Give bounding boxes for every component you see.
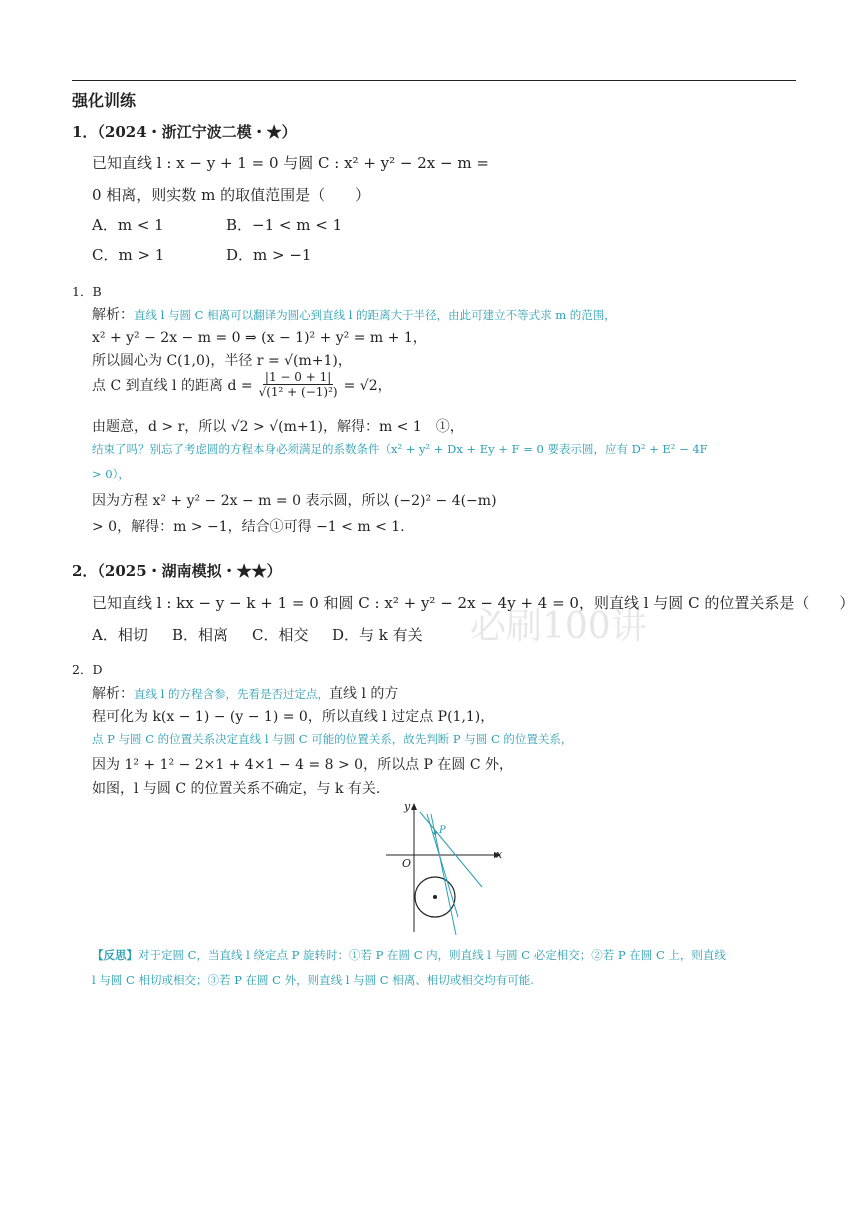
a2-reflect-line1 bbox=[92, 947, 726, 963]
q2-stem: 已知直线 l : kx − y − k + 1 = 0 和圆 C : x² + y² − 2x − 4y + 4 = 0，则直线 l 与圆 C 的位置关系是（ ） bbox=[92, 594, 855, 612]
a2-reflect-text1: 对于定圆 C，当直线 l 绕定点 P 旋转时：①若 P 在圆 C 内，则直线 l 与圆 C 必定相交；②若 P 在圆 C 上，则直线 bbox=[138, 948, 726, 962]
a2-line2: 程可化为 k(x − 1) − (y − 1) = 0，所以直线 l 过定点 P(1,1)， bbox=[92, 709, 495, 725]
circle-center bbox=[433, 895, 437, 899]
a1-analysis bbox=[92, 304, 616, 324]
q1-option-b: B．−1 < m < 1 bbox=[226, 216, 343, 234]
q2-header: 2．（2025・湖南模拟・★★） bbox=[72, 562, 282, 580]
fig-x-label: x bbox=[496, 848, 503, 861]
q1-option-d: D．m > −1 bbox=[226, 246, 312, 264]
q2-option-a: A．相切 bbox=[92, 626, 148, 644]
a2-line4: 如图，l 与圆 C 的位置关系不确定，与 k 有关. bbox=[92, 781, 381, 797]
watermark: 必刷100讲 bbox=[470, 606, 647, 647]
top-rule bbox=[72, 80, 796, 81]
a1-fraction bbox=[257, 370, 340, 399]
a1-line2: x² + y² − 2x − m = 0 ⇒ (x − 1)² + y² = m + 1， bbox=[92, 330, 427, 346]
a2-analysis bbox=[92, 683, 398, 703]
a2-analysis-label: 解析： bbox=[92, 686, 134, 702]
a2-tip: 点 P 与圆 C 的位置关系决定直线 l 与圆 C 可能的位置关系，故先判断 P 与圆 C 的位置关系， bbox=[92, 732, 573, 746]
a1-header: 1．B bbox=[72, 284, 102, 299]
a1-line4 bbox=[92, 370, 392, 399]
a1-line6: 因为方程 x² + y² − 2x − m = 0 表示圆，所以 (−2)² − 4(−m) bbox=[92, 493, 497, 509]
section-title: 强化训练 bbox=[72, 91, 137, 110]
a2-figure bbox=[380, 800, 510, 935]
q1-option-c: C．m > 1 bbox=[92, 246, 165, 264]
q1-option-a: A．m < 1 bbox=[92, 216, 164, 234]
a1-analysis-text: 直线 l 与圆 C 相离可以翻译为圆心到直线 l 的距离大于半径，由此可建立不等式求 m 的范围， bbox=[134, 308, 616, 322]
a1-fraction-den: √(1² + (−1)²) bbox=[258, 385, 338, 399]
fig-y-label: y bbox=[404, 800, 411, 813]
a1-line7: > 0，解得：m > −1，结合①可得 −1 < m < 1. bbox=[92, 519, 405, 535]
a2-analysis-text: 直线 l 的方程含参，先看是否过定点， bbox=[134, 687, 329, 701]
y-axis-arrow bbox=[411, 803, 417, 810]
q2-option-b: B．相离 bbox=[172, 626, 229, 644]
q1-stem-line1: 已知直线 l : x − y + 1 = 0 与圆 C : x² + y² − 2x − m = bbox=[92, 154, 489, 172]
a1-line4-pre: 点 C 到直线 l 的距离 d = bbox=[92, 377, 253, 394]
q2-option-d: D．与 k 有关 bbox=[332, 626, 423, 644]
a1-fraction-num: |1 − 0 + 1| bbox=[264, 370, 332, 384]
a1-line3: 所以圆心为 C(1,0)，半径 r = √(m+1)， bbox=[92, 353, 352, 369]
a1-line5: 由题意，d > r，所以 √2 > √(m+1)，解得：m < 1 ①， bbox=[92, 419, 464, 435]
a1-tip-line1: 结束了吗？别忘了考虑圆的方程本身必须满足的系数条件（x² + y² + Dx + Ey + F = 0 要表示圆，应有 D² + E² − 4F bbox=[92, 442, 708, 456]
fig-point-label: P bbox=[439, 825, 446, 836]
a2-header: 2．D bbox=[72, 662, 103, 677]
a2-reflect-label: 【反思】 bbox=[92, 948, 138, 962]
a1-tip-line2: > 0）， bbox=[92, 467, 130, 481]
a1-analysis-label: 解析： bbox=[92, 307, 134, 323]
a2-analysis-tail: 直线 l 的方 bbox=[329, 686, 399, 702]
a2-reflect-line2: l 与圆 C 相切或相交；③若 P 在圆 C 外，则直线 l 与圆 C 相离、相切或相交均有可能. bbox=[92, 973, 534, 987]
q2-option-c: C．相交 bbox=[252, 626, 309, 644]
fig-origin-label: O bbox=[402, 857, 412, 870]
point-p bbox=[433, 831, 436, 834]
q1-header: 1．（2024・浙江宁波二模・★） bbox=[72, 123, 297, 141]
a1-line4-post: = √2， bbox=[343, 377, 392, 394]
q1-stem-line2: 0 相离，则实数 m 的取值范围是（ ） bbox=[92, 186, 371, 204]
a2-line3: 因为 1² + 1² − 2×1 + 4×1 − 4 = 8 > 0，所以点 P 在圆 C 外， bbox=[92, 757, 514, 773]
